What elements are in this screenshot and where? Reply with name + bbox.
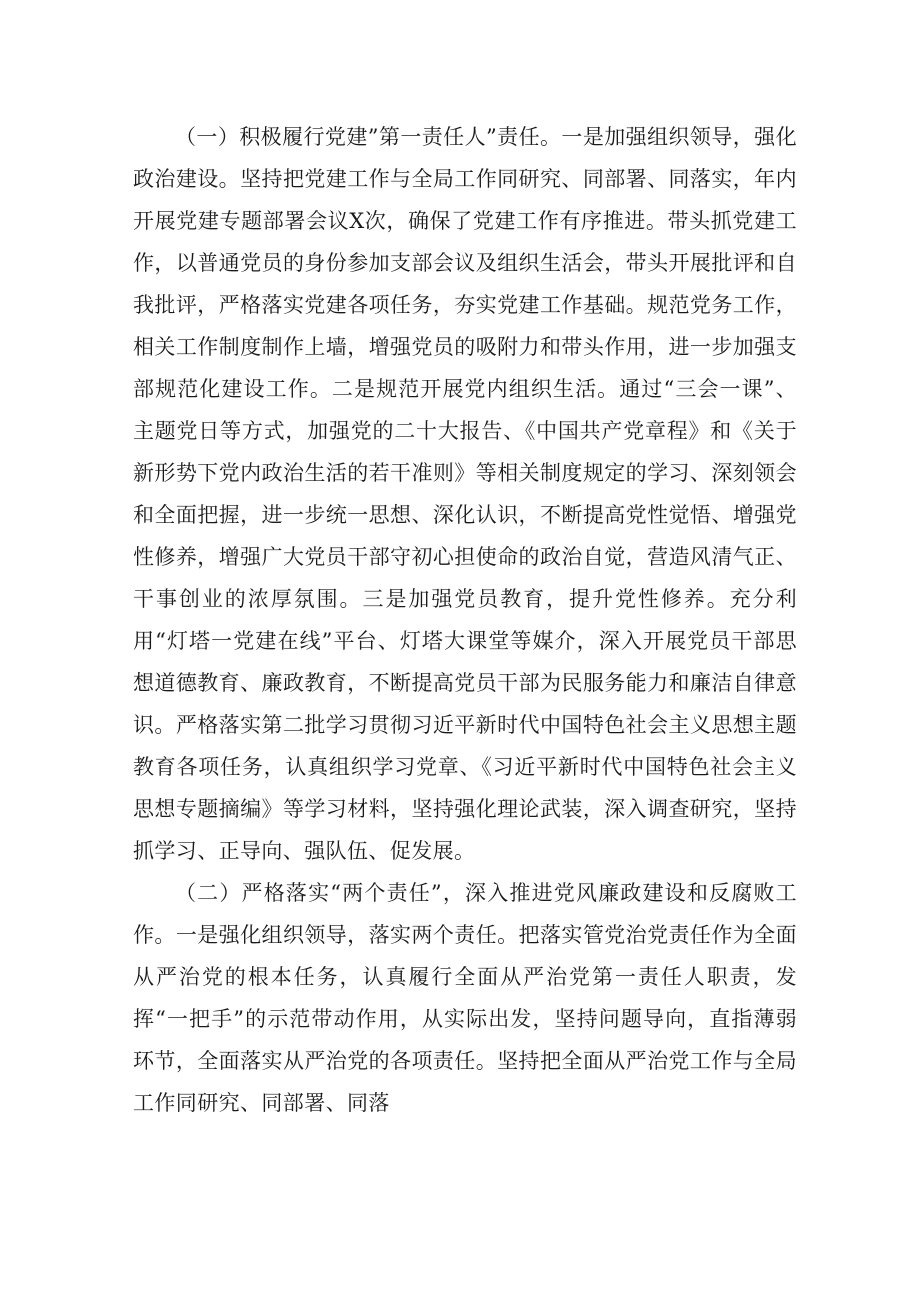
document-body xyxy=(133,116,797,1124)
paragraph-2: （二）严格落实“两个责任”，深入推进党风廉政建设和反腐败工作。一是强化组织领导，落实两个责任。把落实管党治党责任作为全面从严治党的根本任务，认真履行全面从严治党第一责任人职责，发挥“一把手”的示范带动作用，从实际出发，坚持问题导向，直指薄弱环节，全面落实从严治党的各项责任。坚持把全面从严治党工作与全局工作同研究、同部署、同落 xyxy=(133,881,797,1115)
paragraph-1: （一）积极履行党建”第一责任人”责任。一是加强组织领导，强化政治建设。坚持把党建工作与全局工作同研究、同部署、同落实，年内开展党建专题部署会议X次，确保了党建工作有序推进。带头抓党建工作，以普通党员的身份参加支部会议及组织生活会，带头开展批评和自我批评，严格落实党建各项任务，夯实党建工作基础。规范党务工作，相关工作制度制作上墙，增强党员的吸附力和带头作用，进一步加强支部规范化建设工作。二是规范开展党内组织生活。通过“三会一课”、主题党日等方式，加强党的二十大报告、《中国共产党章程》和《关于新形势下党内政治生活的若干准则》等相关制度规定的学习、深刻领会和全面把握，进一步统一思想、深化认识，不断提高党性觉悟、增强党性修养，增强广大党员干部守初心担使命的政治自觉，营造风清气正、干事创业的浓厚氛围。三是加强党员教育，提升党性修养。充分利用“灯塔一党建在线”平台、灯塔大课堂等媒介，深入开展党员干部思想道德教育、廉政教育，不断提高党员干部为民服务能力和廉洁自律意识。严格落实第二批学习贯彻习近平新时代中国特色社会主义思想主题教育各项任务，认真组织学习党章、《习近平新时代中国特色社会主义思想专题摘编》等学习材料，坚持强化理论武装，深入调查研究，坚持抓学习、正导向、强队伍、促发展。 xyxy=(133,125,797,863)
